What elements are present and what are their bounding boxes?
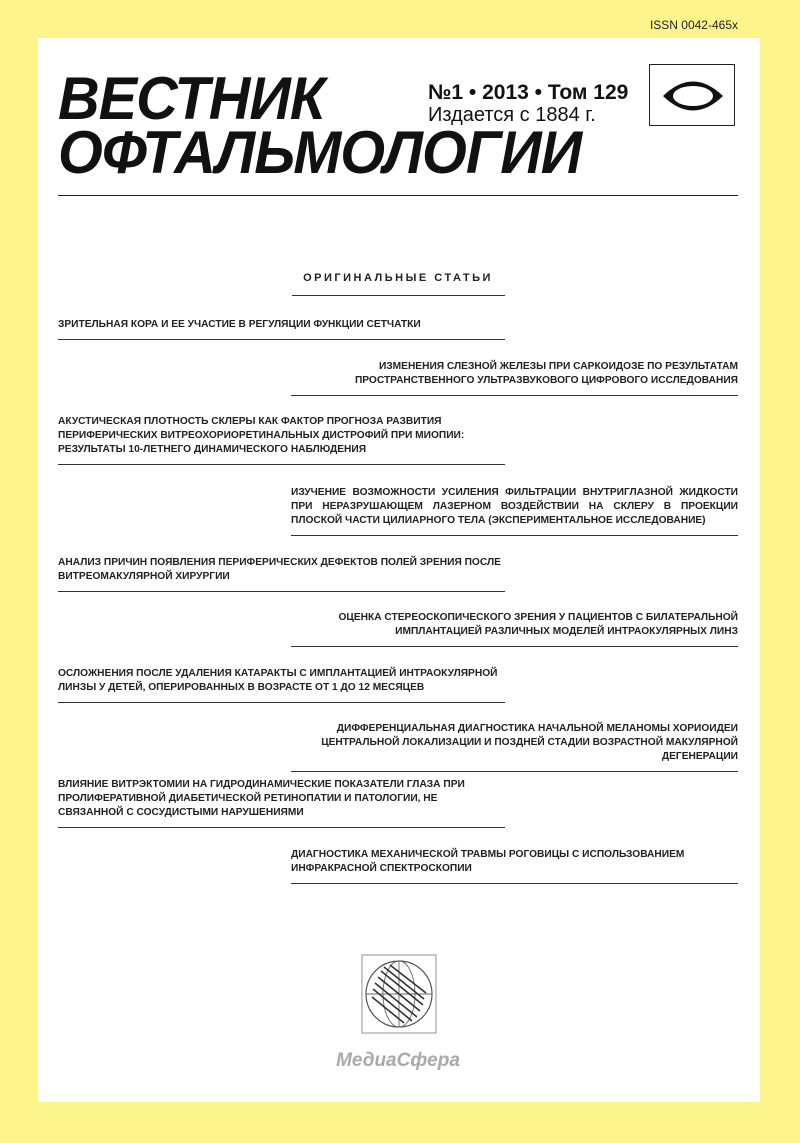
article-entry[interactable] <box>291 611 738 647</box>
article-title: АНАЛИЗ ПРИЧИН ПОЯВЛЕНИЯ ПЕРИФЕРИЧЕСКИХ ДЕФЕКТОВ ПОЛЕЙ ЗРЕНИЯ ПОСЛЕ ВИТРЕОМАКУЛЯРНОЙ ХИРУРГИИ <box>58 557 501 582</box>
article-title: ОСЛОЖНЕНИЯ ПОСЛЕ УДАЛЕНИЯ КАТАРАКТЫ С ИМПЛАНТАЦИЕЙ ИНТРАОКУЛЯРНОЙ ЛИНЗЫ У ДЕТЕЙ, ОПЕРИРОВАННЫХ В ВОЗРАСТЕ ОТ 1 ДО 12 МЕСЯЦЕВ <box>58 668 498 693</box>
article-divider <box>58 339 505 340</box>
issue-info <box>428 82 628 126</box>
article-divider <box>58 702 505 703</box>
article-entry[interactable] <box>58 556 505 592</box>
article-divider <box>291 646 738 647</box>
article-entry[interactable] <box>291 486 738 536</box>
article-title: ВЛИЯНИЕ ВИТРЭКТОМИИ НА ГИДРОДИНАМИЧЕСКИЕ ПОКАЗАТЕЛИ ГЛАЗА ПРИ ПРОЛИФЕРАТИВНОЙ ДИАБЕТИЧЕСКОЙ РЕТИНОПАТИИ И ПАТОЛОГИИ, НЕ СВЯЗАННОЙ С СОСУДИСТЫМИ НАРУШЕНИЯМИ <box>58 779 465 818</box>
published-since: Издается с 1884 г. <box>428 104 596 126</box>
article-entry[interactable] <box>291 848 738 884</box>
article-title: ДИАГНОСТИКА МЕХАНИЧЕСКОЙ ТРАВМЫ РОГОВИЦЫ С ИСПОЛЬЗОВАНИЕМ ИНФРАКРАСНОЙ СПЕКТРОСКОПИИ <box>291 849 685 874</box>
article-entry[interactable] <box>291 722 738 772</box>
article-divider <box>291 395 738 396</box>
article-divider <box>58 827 505 828</box>
article-title: ИЗУЧЕНИЕ ВОЗМОЖНОСТИ УСИЛЕНИЯ ФИЛЬТРАЦИИ ВНУТРИГЛАЗНОЙ ЖИДКОСТИ ПРИ НЕРАЗРУШАЮЩЕМ ЛАЗЕРНОМ ВОЗДЕЙСТВИИ НА СКЛЕРУ В ПРОЕКЦИИ ПЛОСКОЙ ЧАСТИ ЦИЛИАРНОГО ТЕЛА (ЭКСПЕРИМЕНТАЛЬНОЕ ИССЛЕДОВАНИЕ) <box>291 487 738 526</box>
journal-title-line-1: ВЕСТНИК <box>58 65 325 132</box>
article-divider <box>291 771 738 772</box>
article-title: ОЦЕНКА СТЕРЕОСКОПИЧЕСКОГО ЗРЕНИЯ У ПАЦИЕНТОВ С БИЛАТЕРАЛЬНОЙ ИМПЛАНТАЦИЕЙ РАЗЛИЧНЫХ МОДЕЛЕЙ ИНТРАОКУЛЯРНЫХ ЛИНЗ <box>338 612 738 637</box>
article-divider <box>58 464 505 465</box>
article-entry[interactable] <box>58 318 505 340</box>
article-title: ЗРИТЕЛЬНАЯ КОРА И ЕЕ УЧАСТИЕ В РЕГУЛЯЦИИ ФУНКЦИИ СЕТЧАТКИ <box>58 319 421 330</box>
article-divider <box>291 535 738 536</box>
cover-page <box>38 38 760 1102</box>
publisher-logo: МедиаСфера <box>336 1050 460 1071</box>
article-title: АКУСТИЧЕСКАЯ ПЛОТНОСТЬ СКЛЕРЫ КАК ФАКТОР ПРОГНОЗА РАЗВИТИЯ ПЕРИФЕРИЧЕСКИХ ВИТРЕОХОРИОРЕТИНАЛЬНЫХ ДИСТРОФИЙ ПРИ МИОПИИ: РЕЗУЛЬТАТЫ 10-ЛЕТНЕГО ДИНАМИЧЕСКОГО НАБЛЮДЕНИЯ <box>58 416 465 455</box>
header-divider <box>58 195 738 196</box>
issn-number: ISSN 0042-465x <box>649 18 738 32</box>
issue-number: №1 • 2013 • Том 129 <box>428 81 629 104</box>
eye-icon <box>649 64 735 126</box>
section-divider <box>292 295 505 296</box>
article-entry[interactable] <box>291 360 738 396</box>
article-title: ИЗМЕНЕНИЯ СЛЕЗНОЙ ЖЕЛЕЗЫ ПРИ САРКОИДОЗЕ ПО РЕЗУЛЬТАТАМ ПРОСТРАНСТВЕННОГО УЛЬТРАЗВУКОВОГО ЦИФРОВОГО ИССЛЕДОВАНИЯ <box>354 361 738 386</box>
article-divider <box>58 591 505 592</box>
journal-title-line-2: ОФТАЛЬМОЛОГИИ <box>58 119 582 186</box>
article-entry[interactable] <box>58 415 505 465</box>
section-heading: ОРИГИНАЛЬНЫЕ СТАТЬИ <box>303 272 493 284</box>
article-entry[interactable] <box>58 778 505 828</box>
article-title: ДИФФЕРЕНЦИАЛЬНАЯ ДИАГНОСТИКА НАЧАЛЬНОЙ МЕЛАНОМЫ ХОРИОИДЕИ ЦЕНТРАЛЬНОЙ ЛОКАЛИЗАЦИИ И ПОЗДНЕЙ СТАДИИ ВОЗРАСТНОЙ МАКУЛЯРНОЙ ДЕГЕНЕРАЦИИ <box>321 723 738 762</box>
article-entry[interactable] <box>58 667 505 703</box>
globe-icon <box>360 953 438 1035</box>
article-divider <box>291 883 738 884</box>
